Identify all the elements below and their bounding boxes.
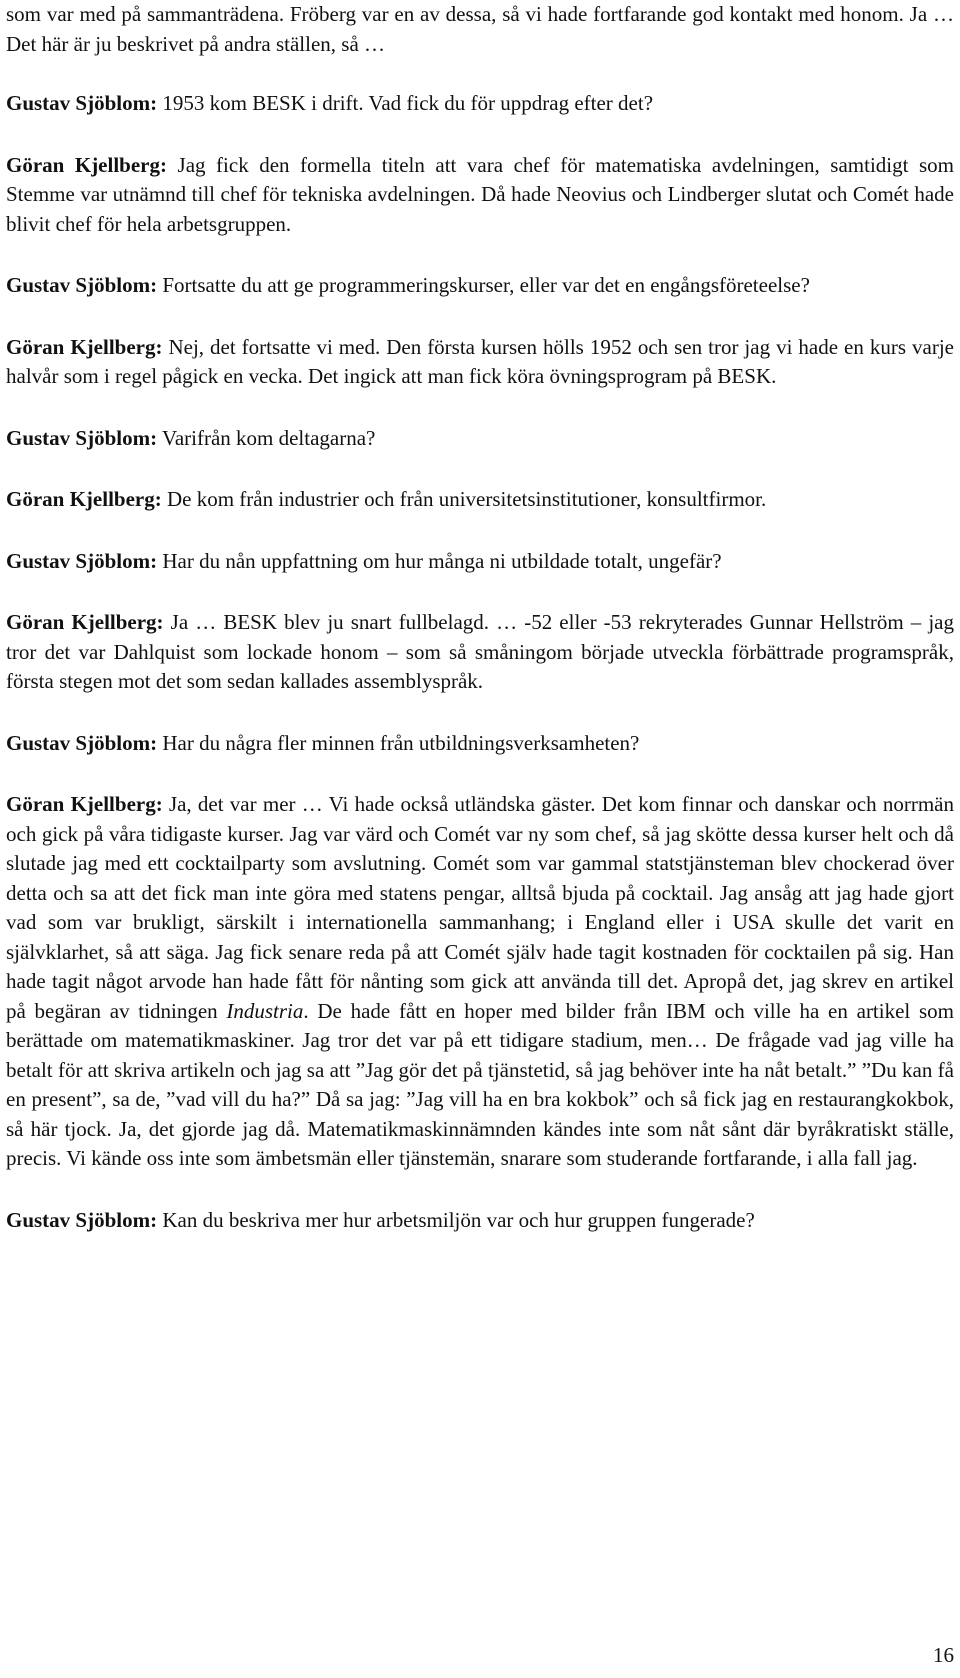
- document-page: [6, 0, 954, 1235]
- turn-text: Nej, det fortsatte vi med. Den första kursen hölls 1952 och sen tror jag vi hade en kurs varje halvår som i regel pågick en vecka. Det ingick att man fick köra övningsprogram på BESK.: [6, 334, 954, 388]
- interview-turn: [6, 485, 954, 515]
- speaker-name: Gustav Sjöblom:: [6, 548, 158, 573]
- turn-text-continued: . De hade fått en hoper med bilder från IBM och ville ha en artikel som berättade om matematikmaskiner. Jag tror det var på ett tidigare stadium, men… De frågade vad jag ville ha betalt för att skriva artikeln och jag sa att ”Jag gör det på tjänstetid, så jag behöver inte ha nåt betalt.” ”Du kan få en present”, sa de, ”vad vill du ha?” Då sa jag: ”Jag vill ha en bra kokbok” och så fick jag en restaurangkokbok, så här tjock. Ja, det gjorde jag då. Matematikmaskinnämnden kändes inte som nåt sånt där byråkratiskt ställe, precis. Vi kände oss inte som ämbetsmän eller tjänstemän, snarare som studerande fortfarande, i alla fall jag.: [6, 998, 955, 1170]
- speaker-name: Gustav Sjöblom:: [6, 273, 158, 297]
- interview-turn: [6, 729, 954, 759]
- speaker-name: Gustav Sjöblom:: [6, 91, 158, 115]
- interview-turn: [6, 1206, 954, 1236]
- speaker-name: Gustav Sjöblom:: [6, 425, 158, 450]
- speaker-name: Göran Kjellberg:: [6, 334, 163, 359]
- turn-text: Fortsatte du att ge programmeringskurser, eller var det en engångsföreteelse?: [157, 273, 810, 297]
- interview-turn: [6, 608, 954, 697]
- speaker-name: Göran Kjellberg:: [6, 152, 167, 177]
- turn-text: Varifrån kom deltagarna?: [157, 425, 376, 450]
- continuation-paragraph: som var med på sammanträdena. Fröberg var en av dessa, så vi hade fortfarande god kontakt med honom. Ja … Det här är ju beskrivet på andra ställen, så …: [6, 2, 954, 56]
- interview-turn: [6, 790, 954, 1174]
- speaker-name: Göran Kjellberg:: [6, 610, 164, 634]
- page-number: 16: [933, 1643, 954, 1667]
- turn-text: De kom från industrier och från universitetsinstitutioner, konsultfirmor.: [161, 487, 767, 511]
- turn-text: Ja … BESK blev ju snart fullbelagd. … -52 eller -53 rekryterades Gunnar Hellström – jag tror det var Dahlquist som lockade honom – som så småningom började utveckla förbättrade programspråk, första stegen mot det som sedan kallades assemblyspråk.: [6, 610, 954, 693]
- speaker-name: Gustav Sjöblom:: [6, 730, 158, 755]
- turn-text: Jag fick den formella titeln att vara chef för matematiska avdelningen, samtidigt som Stemme var utnämnd till chef för tekniska avdelningen. Då hade Neovius och Lindberger slutat och Comét hade blivit chef för hela arbetsgruppen.: [6, 152, 954, 236]
- speaker-name: Göran Kjellberg:: [6, 792, 163, 816]
- turn-text: 1953 kom BESK i drift. Vad fick du för uppdrag efter det?: [157, 91, 654, 115]
- speaker-name: Gustav Sjöblom:: [6, 1207, 158, 1232]
- publication-title: Industria: [226, 998, 304, 1023]
- turn-text: Kan du beskriva mer hur arbetsmiljön var och hur gruppen fungerade?: [157, 1207, 755, 1232]
- turn-text: Har du nån uppfattning om hur många ni utbildade totalt, ungefär?: [157, 548, 722, 573]
- interview-turn: [6, 333, 954, 392]
- interview-turn: [6, 151, 954, 240]
- turn-text: Ja, det var mer … Vi hade också utländska gäster. Det kom finnar och danskar och norrmän och gick på våra tidigaste kurser. Jag var värd och Comét var ny som chef, så jag skötte dessa kurser helt och då slutade jag med ett cocktailparty som avslutning. Comét som var gammal statstjänsteman blev chockerad över detta och sa att det fick man inte göra med statens pengar, alltså bjuda på cocktail. Jag ansåg att jag hade gjort vad som var brukligt, särskilt i internationella sammanhang; i England eller i USA skulle det varit en självklarhet, så att säga. Jag fick senare reda på att Comét själv hade tagit kostnaden för cocktailen på sig. Han hade tagit något arvode han hade fått för nånting som gick att använda till det. Apropå det, jag skrev en artikel på begäran av tidningen: [6, 792, 954, 1023]
- turn-text: Har du några fler minnen från utbildningsverksamheten?: [157, 730, 640, 755]
- interview-turn: [6, 547, 954, 577]
- interview-turn: [6, 271, 954, 301]
- speaker-name: Göran Kjellberg:: [6, 487, 162, 511]
- interview-turn: [6, 89, 954, 119]
- interview-turn: [6, 424, 954, 454]
